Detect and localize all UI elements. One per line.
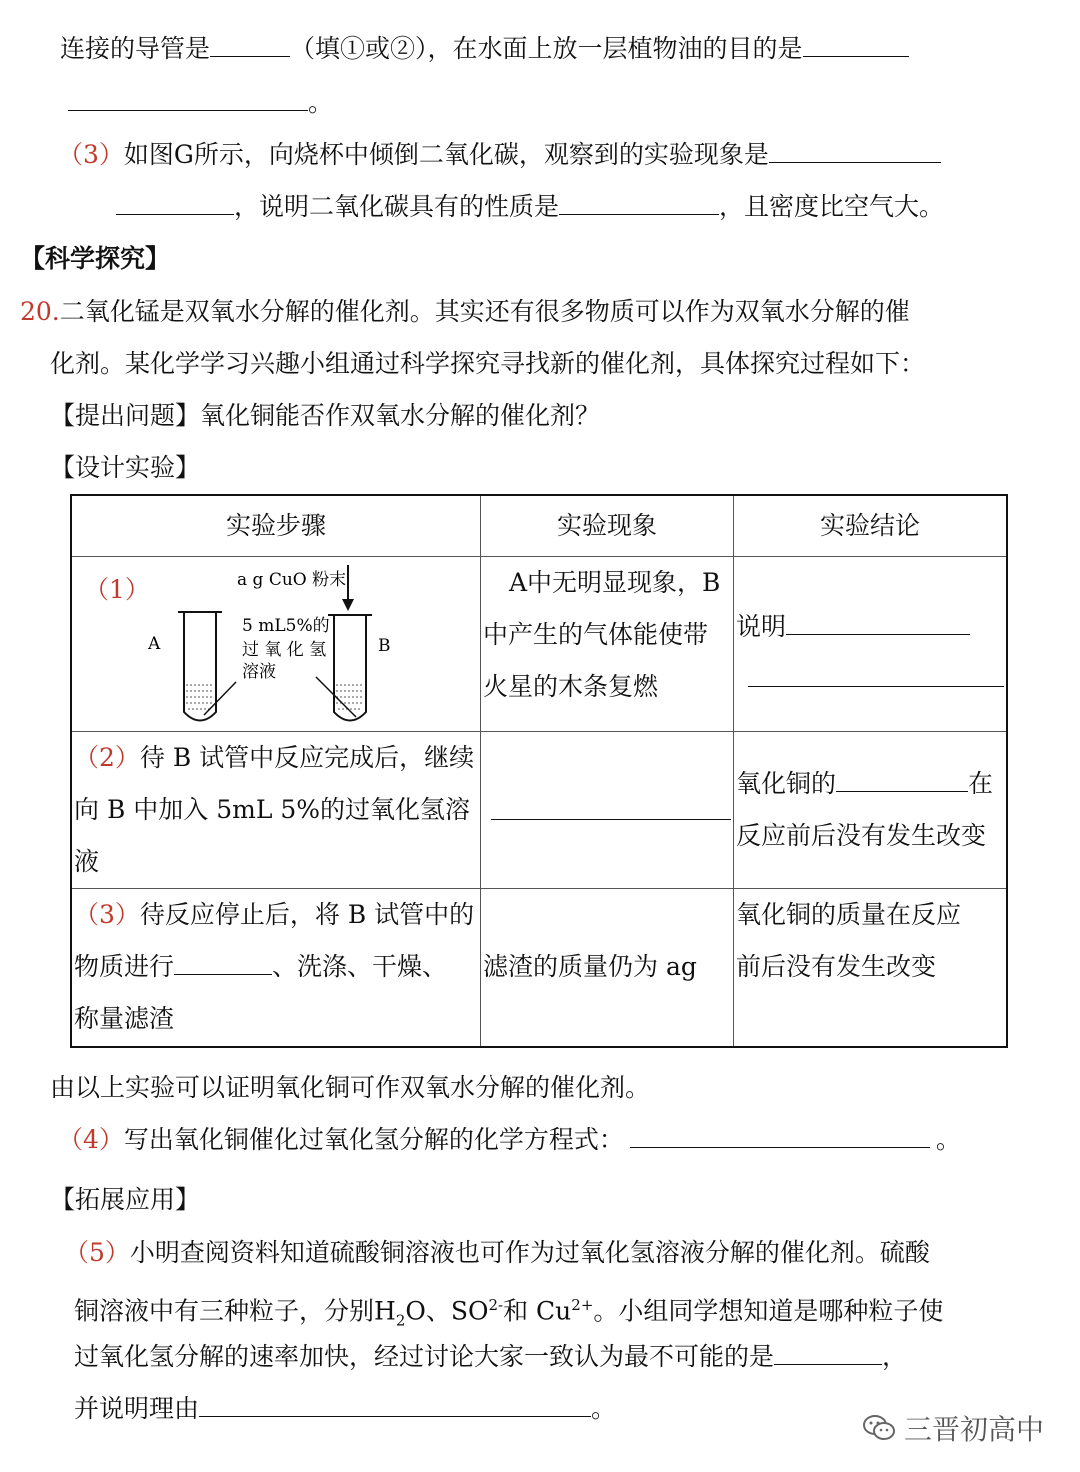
- watermark-text: 三晋初高中: [903, 1413, 1044, 1446]
- answer-blank[interactable]: [786, 610, 970, 635]
- answer-blank[interactable]: [174, 950, 272, 975]
- extend-label: 【拓展应用】: [50, 1185, 201, 1214]
- experiment-table: [70, 494, 1008, 1048]
- q20-part4: （4）写出氧化铜催化过氧化氢分解的化学方程式： 。: [58, 1125, 961, 1154]
- question-number: 20.: [20, 297, 60, 326]
- table-row: [71, 889, 1007, 1047]
- q19-line2: 。: [68, 86, 333, 120]
- q20-intro-line2: 化剂。某化学学习兴趣小组通过科学探究寻找新的催化剂，具体探究过程如下：: [50, 349, 926, 378]
- solution-label-1: 5 mL5%的: [242, 616, 330, 636]
- table-header-row: [71, 495, 1007, 557]
- answer-blank[interactable]: [748, 662, 1004, 687]
- step-cell: [71, 557, 481, 732]
- step-cell: （3）待反应停止后，将 B 试管中的 物质进行 、洗涤、干燥、 称量滤渣: [71, 889, 481, 1047]
- table-header: 实验步骤: [71, 495, 481, 557]
- powder-label: a g CuO 粉末: [237, 570, 347, 590]
- watermark: [862, 1408, 1044, 1448]
- table-header: 实验现象: [481, 495, 734, 557]
- step-cell: （2）待 B 试管中反应完成后，继续 向 B 中加入 5mL 5%的过氧化氢溶 液: [71, 732, 481, 889]
- question-number: （4）: [58, 1125, 124, 1154]
- answer-blank[interactable]: [836, 767, 968, 792]
- question-number: （3）: [58, 140, 124, 169]
- q19-part3-line2: ，说明二氧化碳具有的性质是 ，且密度比空气大。: [116, 190, 944, 224]
- q19-line1: 连接的导管是 （填①或②），在水面上放一层植物油的目的是: [60, 32, 909, 66]
- q20-part5-line3: 过氧化氢分解的速率加快，经过讨论大家一致认为最不可能的是 ，: [74, 1342, 908, 1371]
- conclusion-statement: 由以上实验可以证明氧化铜可作双氧水分解的催化剂。: [50, 1073, 651, 1102]
- table-row: [71, 732, 1007, 889]
- step-text: 待 B 试管中反应完成后，继续: [139, 743, 475, 772]
- solution-label-3: 溶液: [242, 662, 276, 682]
- question-number: （5）: [64, 1238, 130, 1267]
- q20-question: 【提出问题】氧化铜能否作双氧水分解的催化剂？: [50, 401, 601, 430]
- tube-a-label: A: [148, 634, 161, 654]
- q20-part5-line1: （5）小明查阅资料知道硫酸铜溶液也可作为过氧化氢溶液分解的催化剂。硫酸: [64, 1238, 930, 1267]
- step-number: （1）: [84, 575, 150, 604]
- q20-part5-line2: 铜溶液中有三种粒子，分别$H_2O$、$SO^{2-}$和 $Cu^{2+}$。小组同学想知道是哪种粒子使: [74, 1296, 944, 1330]
- q20-intro-line1: 20.二氧化锰是双氧水分解的催化剂。其实还有很多物质可以作为双氧水分解的催: [20, 297, 910, 326]
- phenomenon-cell: 滤渣的质量仍为 ag: [481, 889, 734, 1047]
- answer-blank[interactable]: [491, 795, 731, 820]
- answer-blank[interactable]: [68, 86, 308, 111]
- phenomenon-cell: [481, 732, 734, 889]
- answer-blank[interactable]: [210, 32, 290, 57]
- q19-part3-line1: （3）如图G所示，向烧杯中倾倒二氧化碳，观察到的实验现象是: [58, 138, 941, 172]
- q20-part5-line4: 并说明理由 。: [74, 1394, 617, 1423]
- answer-blank[interactable]: [803, 32, 909, 57]
- phenomenon-cell: A中无明显现象，B 中产生的气体能使带 火星的木条复燃: [481, 557, 734, 732]
- section-title: 【科学探究】: [20, 244, 171, 273]
- answer-blank[interactable]: [199, 1392, 591, 1417]
- step-text: 待反应停止后，将 B 试管中的: [139, 900, 475, 929]
- answer-blank[interactable]: [559, 190, 719, 215]
- conclusion-cell: 氧化铜的 在 反应前后没有发生改变: [734, 732, 1008, 889]
- answer-blank[interactable]: [769, 138, 941, 163]
- solution-label-2: 过 氧 化 氢: [242, 640, 327, 660]
- table-row: [71, 557, 1007, 732]
- table-header: 实验结论: [734, 495, 1008, 557]
- tube-b-label: B: [378, 636, 391, 656]
- q20-design-label: 【设计实验】: [50, 453, 201, 482]
- answer-blank[interactable]: [774, 1340, 882, 1365]
- test-tube-b: [328, 615, 372, 721]
- wechat-icon: [862, 1413, 896, 1443]
- answer-blank[interactable]: [116, 190, 234, 215]
- conclusion-cell: 氧化铜的质量在反应 前后没有发生改变: [734, 889, 1008, 1047]
- conclusion-cell: 说明: [734, 557, 1008, 732]
- answer-blank[interactable]: [630, 1123, 930, 1148]
